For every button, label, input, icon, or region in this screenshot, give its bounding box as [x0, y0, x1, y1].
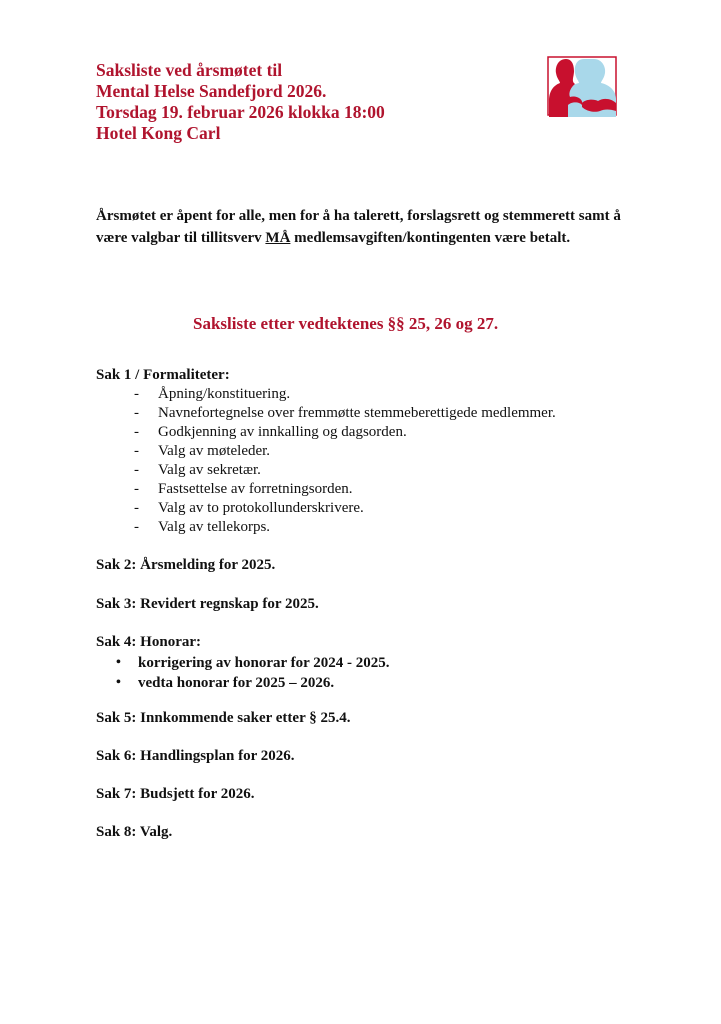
mental-helse-logo-icon	[546, 55, 618, 119]
header-line-3: Torsdag 19. februar 2026 klokka 18:00	[96, 102, 385, 122]
intro-paragraph	[96, 205, 636, 249]
list-item: - Åpning/konstituering.	[134, 386, 291, 402]
list-item: - Valg av sekretær.	[134, 462, 261, 478]
agenda-subtitle: Saksliste etter vedtektenes §§ 25, 26 og 27.	[193, 314, 499, 333]
sak-1-title: Sak 1 / Formaliteter:	[96, 367, 230, 383]
list-item: • korrigering av honorar for 2024 - 2025.	[116, 655, 390, 671]
sak-4-list	[116, 653, 390, 693]
intro-emphasis: MÅ	[265, 230, 291, 246]
list-item: - Godkjenning av innkalling og dagsorden.	[134, 424, 407, 440]
header-line-1: Saksliste ved årsmøtet til	[96, 60, 283, 80]
header-line-2: Mental Helse Sandefjord 2026.	[96, 81, 327, 101]
sak-4-title: Sak 4: Honorar:	[96, 634, 201, 650]
sak-8: Sak 8: Valg.	[96, 824, 173, 840]
list-item: - Valg av tellekorps.	[134, 519, 271, 535]
document-header	[96, 60, 385, 144]
sak-6: Sak 6: Handlingsplan for 2026.	[96, 748, 295, 764]
list-item: - Valg av møteleder.	[134, 443, 271, 459]
sak-5: Sak 5: Innkommende saker etter § 25.4.	[96, 710, 351, 726]
intro-text-before: Årsmøtet er åpent for alle, men for å ha talerett, forslagsrett og stemmerett samt å være valgbar til tillitsverv	[96, 208, 621, 246]
list-item: - Fastsettelse av forretningsorden.	[134, 481, 353, 497]
list-item: - Valg av to protokollunderskrivere.	[134, 500, 364, 516]
header-line-4: Hotel Kong Carl	[96, 123, 221, 143]
sak-1-list	[134, 385, 556, 537]
intro-text-after: medlemsavgiften/kontingenten være betalt.	[290, 230, 571, 246]
list-item: • vedta honorar for 2025 – 2026.	[116, 675, 335, 691]
sak-2: Sak 2: Årsmelding for 2025.	[96, 557, 276, 573]
list-item: - Navnefortegnelse over fremmøtte stemmeberettigede medlemmer.	[134, 405, 556, 421]
sak-7: Sak 7: Budsjett for 2026.	[96, 786, 255, 802]
sak-3: Sak 3: Revidert regnskap for 2025.	[96, 596, 319, 612]
